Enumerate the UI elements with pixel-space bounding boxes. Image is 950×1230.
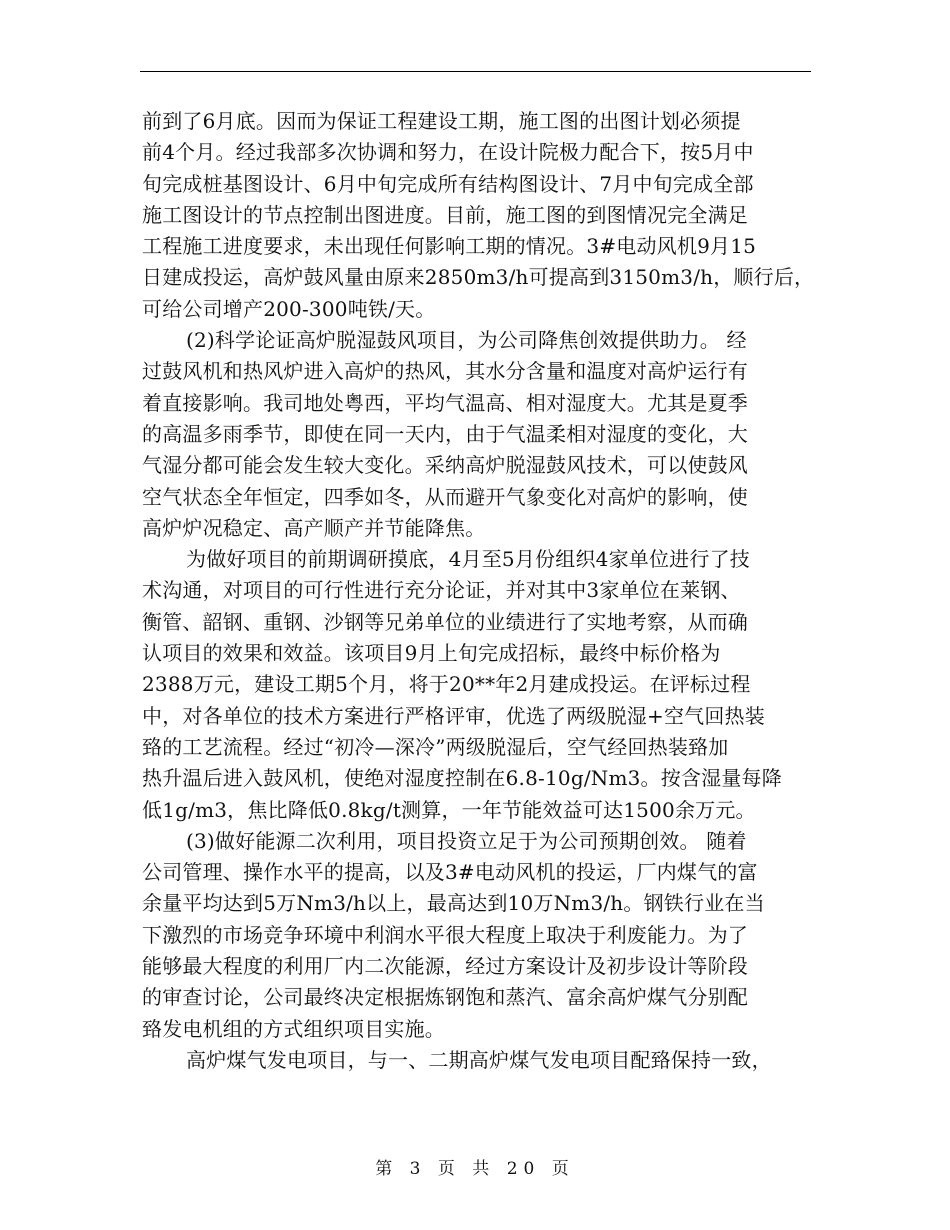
text-line: 高炉炉况稳定、高产顺产并节能降焦。 <box>142 515 486 540</box>
text-line: 施工图设计的节点控制出图进度。目前，施工图的到图情况完全满足 <box>142 202 748 227</box>
text-line: 低1g/m3，焦比降低0.8kg/t测算，一年节能效益可达1500余万元。 <box>142 797 756 822</box>
text-line: 高炉煤气发电项目，与一、二期高炉煤气发电项目配臵保持一致， <box>186 1047 772 1072</box>
document-body <box>142 106 814 1076</box>
text-line: 公司管理、操作水平的提高，以及3#电动风机的投运，厂内煤气的富 <box>142 860 758 885</box>
text-line: 能够最大程度的利用厂内二次能源，经过方案设计及初步设计等阶段 <box>142 954 748 979</box>
text-line: 术沟通，对项目的可行性进行充分论证，并对其中3家单位在莱钢、 <box>142 578 741 603</box>
text-line: (2)科学论证高炉脱湿鼓风项目，为公司降焦创效提供助力。 经 <box>186 328 747 353</box>
text-line: 空气状态全年恒定，四季如冬，从而避开气象变化对高炉的影响，使 <box>142 484 748 509</box>
text-line: 认项目的效果和效益。该项目9月上旬完成招标，最终中标价格为 <box>142 641 721 666</box>
text-line: 工程施工进度要求，未出现任何影响工期的情况。3#电动风机9月15 <box>142 234 757 259</box>
text-line: 热升温后进入鼓风机，使绝对湿度控制在6.8-10g/Nm3。按含湿量每降 <box>142 766 782 791</box>
text-line: 日建成投运，高炉鼓风量由原来2850m3/h可提高到3150m3/h，顺行后， <box>142 265 815 290</box>
page-number: 第 3 页 共 20 页 <box>375 1159 575 1179</box>
text-line: 着直接影响。我司地处粤西，平均气温高、相对湿度大。尤其是夏季 <box>142 390 748 415</box>
text-line: 中，对各单位的技术方案进行严格评审，优选了两级脱湿+空气回热装 <box>142 703 765 728</box>
text-line: 2388万元，建设工期5个月，将于20**年2月建成投运。在评标过程 <box>142 672 751 697</box>
text-line: 可给公司增产200-300吨铁/天。 <box>142 296 436 321</box>
text-line: 余量平均达到5万Nm3/h以上，最高达到10万Nm3/h。钢铁行业在当 <box>142 891 765 916</box>
text-line: 气湿分都可能会发生较大变化。采纳高炉脱湿鼓风技术，可以使鼓风 <box>142 453 748 478</box>
text-line: 为做好项目的前期调研摸底，4月至5月份组织4家单位进行了技 <box>186 547 750 572</box>
text-line: 的高温多雨季节，即使在同一天内，由于气温柔相对湿度的变化，大 <box>142 421 748 446</box>
text-line: 前到了6月底。因而为保证工程建设工期，施工图的出图计划必须提 <box>142 109 741 133</box>
text-line: 臵发电机组的方式组织项目实施。 <box>142 1016 445 1041</box>
text-line: 衡管、韶钢、重钢、沙钢等兄弟单位的业绩进行了实地考察，从而确 <box>142 609 748 634</box>
text-line: 下激烈的市场竞争环境中利润水平很大程度上取决于利废能力。为了 <box>142 922 748 947</box>
text-line: 过鼓风机和热风炉进入高炉的热风，其水分含量和温度对高炉运行有 <box>142 359 748 384</box>
header-rule <box>140 71 811 72</box>
text-line: 的审查讨论，公司最终决定根据炼钢饱和蒸汽、富余高炉煤气分别配 <box>142 985 748 1010</box>
text-line: 旬完成桩基图设计、6月中旬完成所有结构图设计、7月中旬完成全部 <box>142 171 754 196</box>
text-line: (3)做好能源二次利用，项目投资立足于为公司预期创效。 随着 <box>186 828 747 853</box>
text-line: 前4个月。经过我部多次协调和努力，在设计院极力配合下，按5月中 <box>142 140 754 165</box>
text-line: 臵的工艺流程。经过“初冷—深冷”两级脱湿后，空气经回热装臵加 <box>142 734 729 759</box>
